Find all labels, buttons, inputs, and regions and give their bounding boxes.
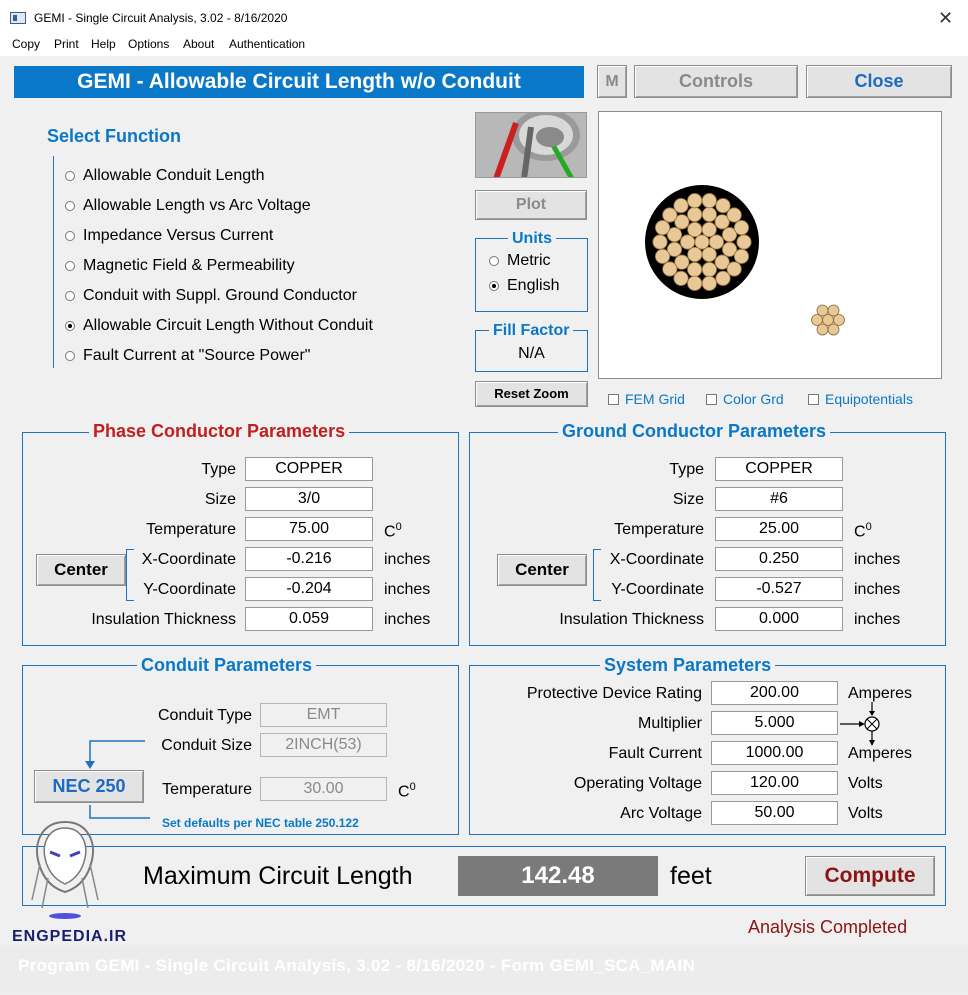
phase-x-label: X-Coordinate xyxy=(141,551,236,568)
phase-size-label: Size xyxy=(204,491,236,508)
function-option-conduit-length[interactable] xyxy=(65,166,264,186)
phase-size-field[interactable]: 3/0 xyxy=(245,487,373,511)
ground-x-label: X-Coordinate xyxy=(609,551,704,568)
units-metric[interactable] xyxy=(489,251,551,271)
ground-y-unit: inches xyxy=(854,581,901,598)
menu-options[interactable]: Options xyxy=(128,37,170,51)
units-option-label: English xyxy=(507,277,560,294)
conduit-type-label: Conduit Type xyxy=(158,707,252,724)
program-footer-text: Program GEMI - Single Circuit Analysis, 3.02 - 8/16/2020 - Form GEMI_SCA_MAIN xyxy=(18,956,696,975)
conductor-strand xyxy=(695,235,709,249)
radio-icon[interactable] xyxy=(65,261,75,271)
units-option-label: Metric xyxy=(507,252,551,269)
cable-plot-panel[interactable] xyxy=(598,111,942,379)
conductor-strand xyxy=(663,262,677,276)
degree-superscript: 0 xyxy=(409,781,416,793)
function-option-label: Impedance Versus Current xyxy=(83,227,274,244)
function-option-without-conduit[interactable] xyxy=(65,316,373,336)
conductor-strand xyxy=(709,235,723,249)
multiplier-label: Multiplier xyxy=(637,715,702,732)
units-group xyxy=(475,238,588,312)
phase-center-button[interactable]: Center xyxy=(36,554,126,586)
conductor-strand xyxy=(688,222,702,236)
radio-selected-icon[interactable] xyxy=(65,321,75,331)
ground-y-label: Y-Coordinate xyxy=(611,581,704,598)
operating-voltage-field[interactable]: 120.00 xyxy=(711,771,838,795)
conductor-strand xyxy=(734,249,748,263)
phase-ins-label: Insulation Thickness xyxy=(91,611,236,628)
fill-factor-value: N/A xyxy=(518,345,545,362)
system-params-title: System Parameters xyxy=(600,655,775,676)
color-grd-checkbox[interactable] xyxy=(706,390,784,408)
menu-about[interactable]: About xyxy=(183,37,215,51)
operating-voltage-unit: Volts xyxy=(848,775,883,792)
conductor-strand xyxy=(702,222,716,236)
nec-250-button[interactable]: NEC 250 xyxy=(34,770,144,803)
ground-temp-label: Temperature xyxy=(614,521,704,538)
radio-icon[interactable] xyxy=(65,351,75,361)
cable-cross-section xyxy=(599,112,941,378)
ground-x-unit: inches xyxy=(854,551,901,568)
ground-ins-label: Insulation Thickness xyxy=(559,611,704,628)
radio-icon[interactable] xyxy=(65,291,75,301)
m-button[interactable]: M xyxy=(597,65,627,98)
conduit-temp-label: Temperature xyxy=(162,781,252,798)
celsius-label: C xyxy=(398,783,410,801)
phase-x-unit: inches xyxy=(384,551,431,568)
conductor-strand xyxy=(828,305,839,316)
function-option-label: Allowable Length vs Arc Voltage xyxy=(83,197,311,214)
menu-bar xyxy=(0,34,968,56)
conductor-strand xyxy=(817,305,828,316)
fault-current-field[interactable]: 1000.00 xyxy=(711,741,838,765)
ground-params-title: Ground Conductor Parameters xyxy=(558,421,830,442)
conductor-strand xyxy=(702,247,716,261)
checkbox-label: Equipotentials xyxy=(825,391,913,407)
conductor-strand xyxy=(702,262,716,276)
conductor-strand xyxy=(688,247,702,261)
conduit-size-field[interactable]: 2INCH(53) xyxy=(260,733,387,757)
conductor-strand xyxy=(655,220,669,234)
ground-temp-field[interactable]: 25.00 xyxy=(715,517,843,541)
ground-size-label: Size xyxy=(672,491,704,508)
function-option-fault-current[interactable] xyxy=(65,346,310,366)
celsius-label: C xyxy=(384,523,396,541)
function-option-magnetic-field[interactable] xyxy=(65,256,295,276)
equipotentials-checkbox[interactable] xyxy=(808,390,913,408)
cable-thumbnail[interactable] xyxy=(475,112,587,178)
conductor-strand xyxy=(734,220,748,234)
phase-x-field[interactable]: -0.216 xyxy=(245,547,373,571)
conductor-strand xyxy=(680,235,694,249)
cable-image-icon xyxy=(476,113,587,178)
conduit-size-label: Conduit Size xyxy=(161,737,252,754)
max-circuit-length-unit: feet xyxy=(670,862,712,890)
ground-x-field[interactable]: 0.250 xyxy=(715,547,843,571)
function-option-label: Allowable Circuit Length Without Conduit xyxy=(83,317,373,334)
celsius-label: C xyxy=(854,523,866,541)
conductor-strand xyxy=(702,207,716,221)
checkbox-icon[interactable] xyxy=(808,394,819,405)
ground-type-field[interactable]: COPPER xyxy=(715,457,843,481)
nec-defaults-note: Set defaults per NEC table 250.122 xyxy=(162,816,359,830)
checkbox-icon[interactable] xyxy=(608,394,619,405)
conductor-strand xyxy=(688,276,702,290)
status-message: Analysis Completed xyxy=(748,917,908,937)
page-title: GEMI - Allowable Circuit Length w/o Conduit xyxy=(14,66,584,98)
multiply-icon xyxy=(838,700,888,750)
conductor-strand xyxy=(817,324,828,335)
device-rating-field[interactable]: 200.00 xyxy=(711,681,838,705)
radio-selected-icon[interactable] xyxy=(489,281,499,291)
ground-ins-field[interactable]: 0.000 xyxy=(715,607,843,631)
ground-type-label: Type xyxy=(669,461,704,478)
max-circuit-length-label: Maximum Circuit Length xyxy=(143,862,413,890)
conductor-strand xyxy=(655,249,669,263)
radio-icon[interactable] xyxy=(65,171,75,181)
device-rating-unit: Amperes xyxy=(848,685,913,702)
arc-voltage-label: Arc Voltage xyxy=(620,805,702,822)
phase-temp-field[interactable]: 75.00 xyxy=(245,517,373,541)
phase-temp-label: Temperature xyxy=(146,521,236,538)
ground-y-field[interactable]: -0.527 xyxy=(715,577,843,601)
ground-center-button[interactable]: Center xyxy=(497,554,587,586)
radio-icon[interactable] xyxy=(489,256,499,266)
max-circuit-length-value: 142.48 xyxy=(458,856,658,896)
menu-authentication[interactable]: Authentication xyxy=(229,37,306,51)
function-option-impedance[interactable] xyxy=(65,226,273,246)
conductor-strand xyxy=(716,271,730,285)
phase-type-label: Type xyxy=(201,461,236,478)
reset-zoom-button[interactable]: Reset Zoom xyxy=(475,381,588,407)
checkbox-label: FEM Grid xyxy=(625,391,685,407)
phase-type-field[interactable]: COPPER xyxy=(245,457,373,481)
conductor-strand xyxy=(687,207,701,221)
conduit-temp-field[interactable]: 30.00 xyxy=(260,777,387,801)
conductor-strand xyxy=(812,315,823,326)
conductor-strand xyxy=(823,315,834,326)
conduit-temp-unit xyxy=(398,781,416,801)
function-bracket xyxy=(53,156,61,368)
function-option-label: Conduit with Suppl. Ground Conductor xyxy=(83,287,357,304)
ground-temp-unit xyxy=(854,521,872,541)
conduit-params-title: Conduit Parameters xyxy=(137,655,316,676)
function-option-length-vs-arc[interactable] xyxy=(65,196,311,216)
operating-voltage-label: Operating Voltage xyxy=(573,775,702,792)
function-option-label: Fault Current at "Source Power" xyxy=(83,347,311,364)
radio-icon[interactable] xyxy=(65,231,75,241)
multiplier-field[interactable]: 5.000 xyxy=(711,711,838,735)
conductor-strand xyxy=(727,208,741,222)
device-rating-label: Protective Device Rating xyxy=(526,685,702,702)
engpedia-logo-icon xyxy=(30,818,100,920)
checkbox-icon[interactable] xyxy=(706,394,717,405)
window-title: GEMI - Single Circuit Analysis, 3.02 - 8/16/2020 xyxy=(34,11,288,25)
select-function-heading: Select Function xyxy=(47,126,182,146)
phase-temp-unit xyxy=(384,521,402,541)
phase-ins-field[interactable]: 0.059 xyxy=(245,607,373,631)
conductor-strand xyxy=(737,235,751,249)
function-option-suppl-ground[interactable] xyxy=(65,286,357,306)
arc-voltage-unit: Volts xyxy=(848,805,883,822)
close-button[interactable]: Close xyxy=(806,65,952,98)
ground-size-field[interactable]: #6 xyxy=(715,487,843,511)
menu-help[interactable]: Help xyxy=(91,37,116,51)
fault-current-unit: Amperes xyxy=(848,745,913,762)
menu-print[interactable]: Print xyxy=(54,37,79,51)
conductor-strand xyxy=(702,193,716,207)
fault-current-label: Fault Current xyxy=(608,745,702,762)
conductor-strand xyxy=(702,276,716,290)
ground-ins-unit: inches xyxy=(854,611,901,628)
app-icon xyxy=(10,12,26,24)
fill-factor-title: Fill Factor xyxy=(489,322,573,340)
function-option-label: Allowable Conduit Length xyxy=(83,167,265,184)
conduit-type-field[interactable]: EMT xyxy=(260,703,387,727)
units-english[interactable] xyxy=(489,276,559,296)
controls-button[interactable]: Controls xyxy=(634,65,798,98)
conductor-strand xyxy=(674,198,688,212)
phase-y-field[interactable]: -0.204 xyxy=(245,577,373,601)
ground-conductor-strands xyxy=(812,305,845,335)
checkbox-label: Color Grd xyxy=(723,391,784,407)
title-bar xyxy=(0,0,968,34)
compute-button[interactable]: Compute xyxy=(805,856,935,896)
function-option-label: Magnetic Field & Permeability xyxy=(83,257,295,274)
conductor-strand xyxy=(828,324,839,335)
phase-ins-unit: inches xyxy=(384,611,431,628)
menu-copy[interactable]: Copy xyxy=(12,37,41,51)
fem-grid-checkbox[interactable] xyxy=(608,390,685,408)
engpedia-logo-text: ENGPEDIA.IR xyxy=(12,928,128,945)
phase-y-unit: inches xyxy=(384,581,431,598)
conductor-strand xyxy=(687,262,701,276)
phase-y-label: Y-Coordinate xyxy=(143,581,236,598)
conductor-strand xyxy=(688,193,702,207)
conductor-strand xyxy=(653,235,667,249)
window-close-icon[interactable]: ✕ xyxy=(938,8,954,28)
conductor-strand xyxy=(834,315,845,326)
arc-voltage-field[interactable]: 50.00 xyxy=(711,801,838,825)
degree-superscript: 0 xyxy=(395,521,402,533)
degree-superscript: 0 xyxy=(865,521,872,533)
phase-params-title: Phase Conductor Parameters xyxy=(89,421,349,442)
radio-icon[interactable] xyxy=(65,201,75,211)
units-title: Units xyxy=(508,230,556,248)
plot-button[interactable]: Plot xyxy=(475,190,587,220)
